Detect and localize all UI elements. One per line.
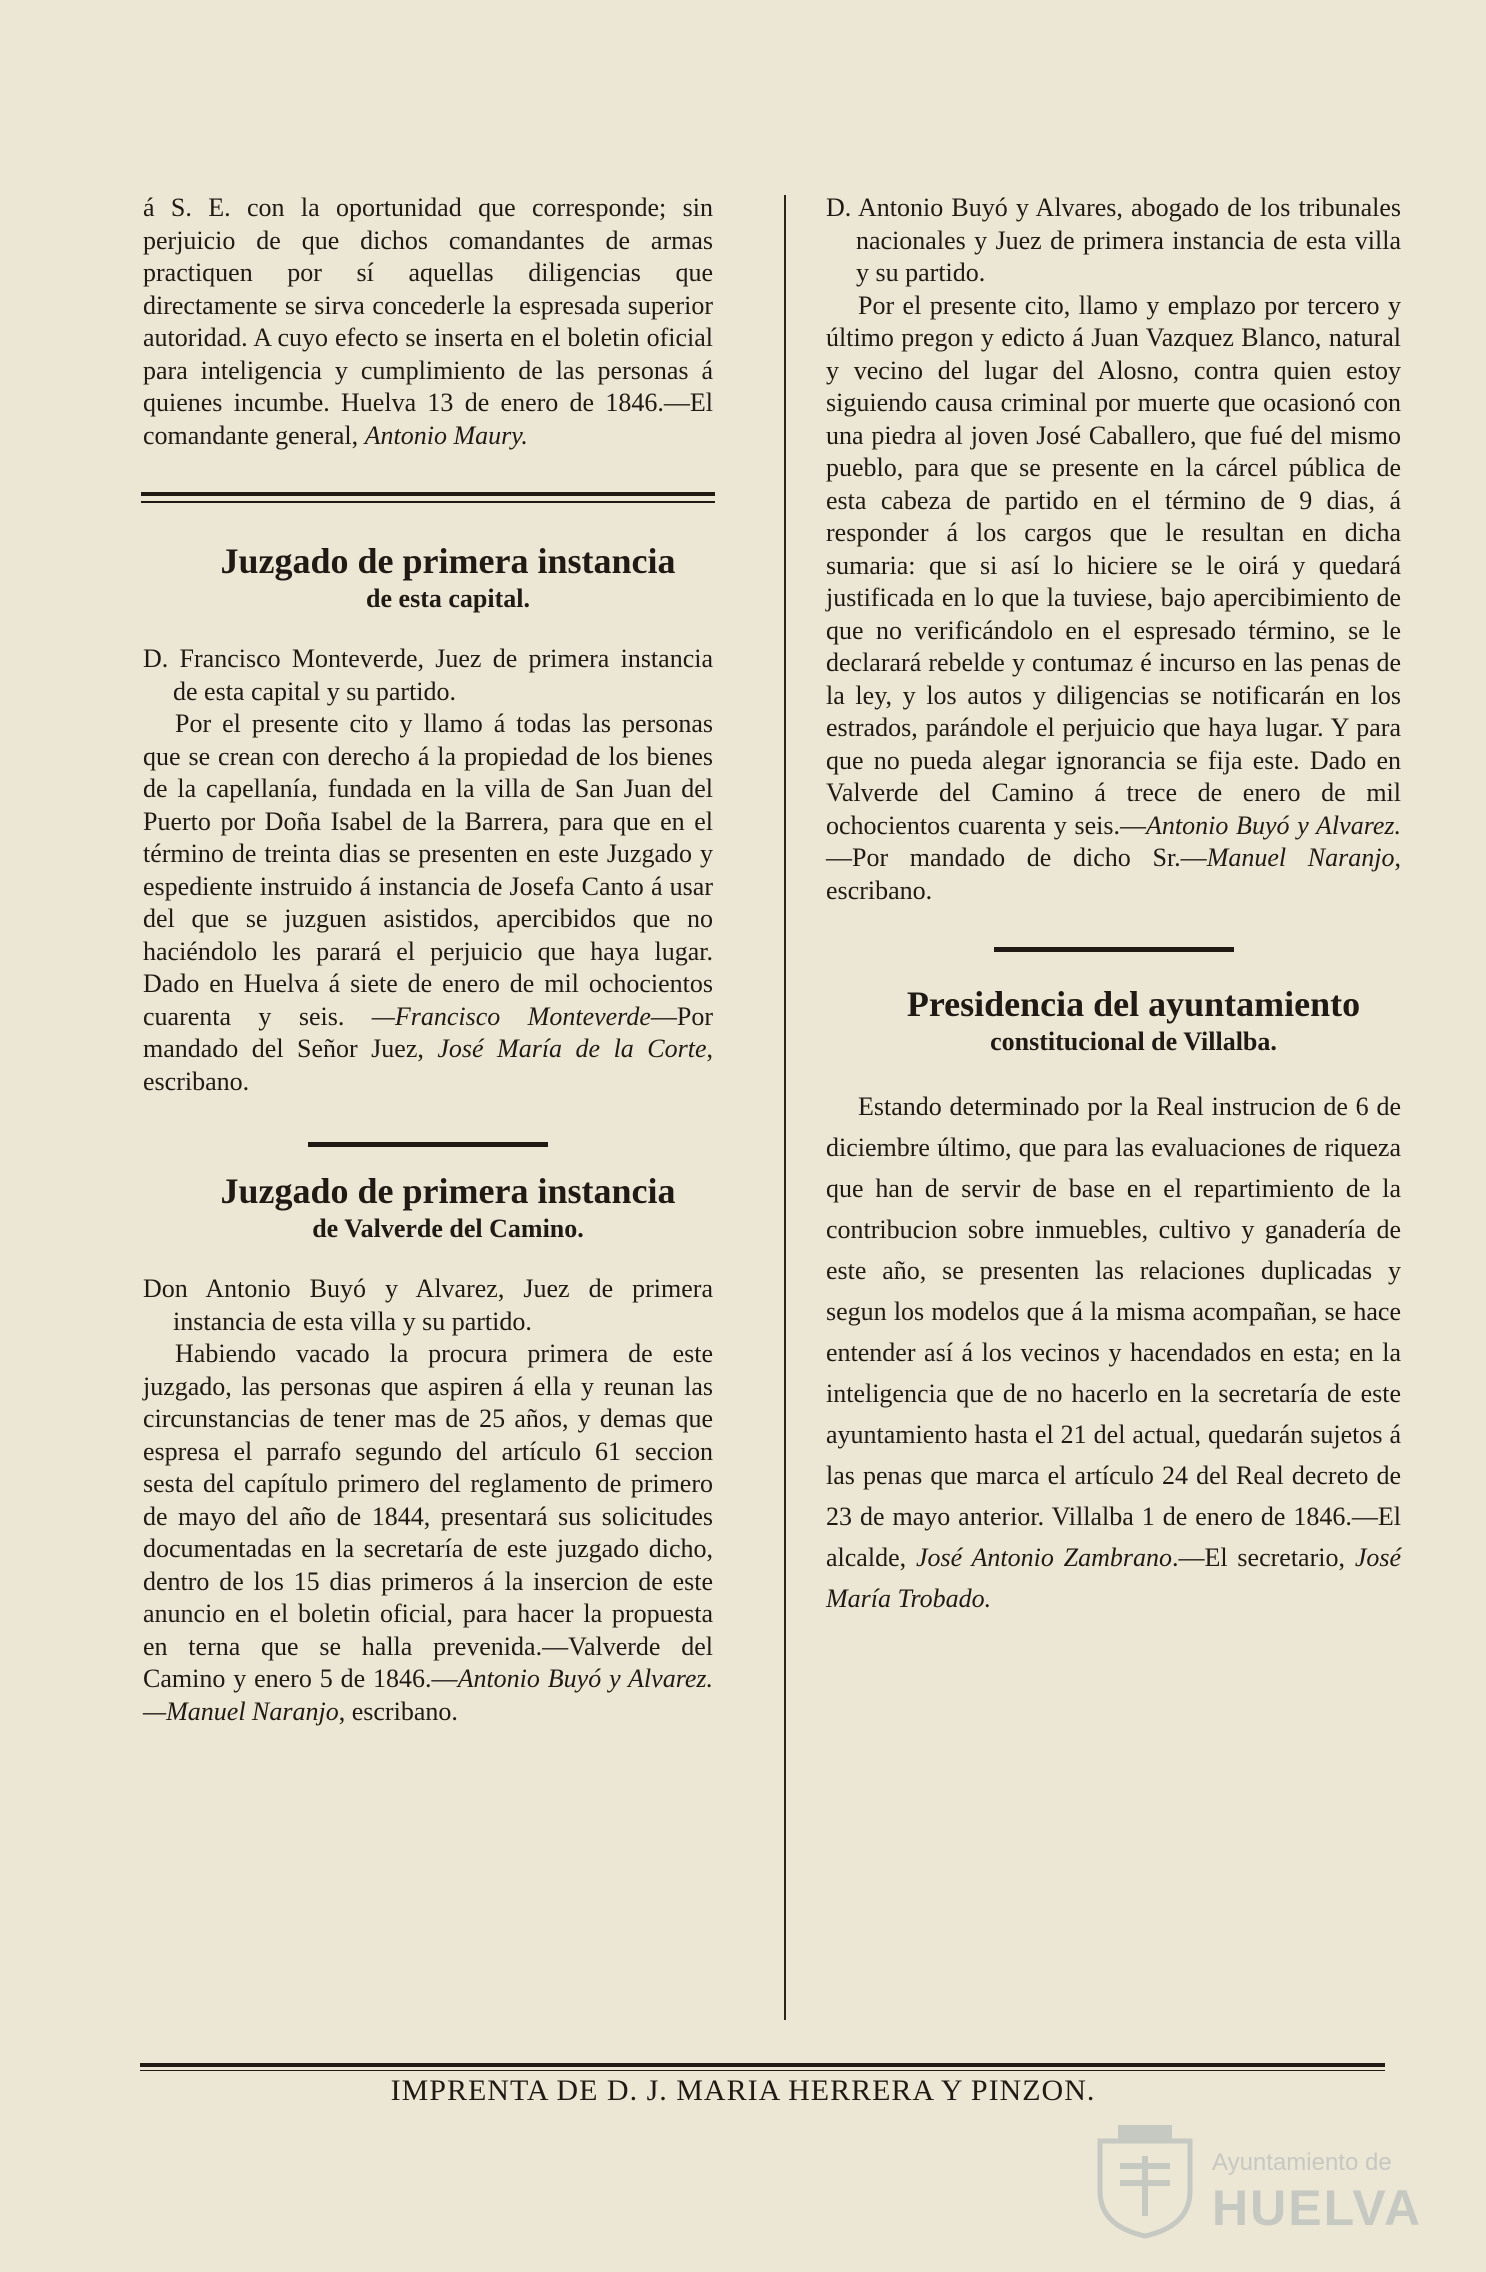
footer-rule	[140, 2063, 1385, 2071]
watermark-line1: Ayuntamiento de	[1212, 2149, 1392, 2176]
judge-signature: Antonio Buyó y Alvarez.	[1145, 810, 1402, 840]
clerk-signature: José María de la Corte	[437, 1034, 707, 1063]
top-signature: Antonio Maury.	[364, 420, 528, 450]
decree-intro: D. Francisco Monteverde, Juez de primera instancia de esta capital y su partido.	[143, 644, 713, 706]
watermark	[1082, 2115, 1423, 2245]
left-column	[143, 192, 713, 1728]
judge-signature: —Francisco Monteverde	[371, 1001, 651, 1031]
signatures: Antonio Buyó y Alvarez.—Manuel Naranjo	[143, 1664, 714, 1726]
section-separator	[141, 492, 715, 503]
section-title: Juzgado de primera instancia	[220, 541, 676, 581]
column-divider	[784, 195, 786, 2020]
decree-body: Habiendo vacado la procura primera de este juzgado, las personas que aspiren á ella y reunan las circunstancias de tener mas de 25 años, y demas que espresa el parrafo segundo del artículo 61 seccion sesta del capítulo primero del reglamento de primero de mayo del año de 1844, presentará sus solicitudes documentadas en la secretaría de este juzgado dicho, dentro de los 15 dias primeros á la insercion de este anuncio en el boletin oficial, para hacer la propuesta en terna que se halla prevenida.—Valverde del Camino y enero 5 de 1846.—Antonio Buyó y Alvarez.—Manuel Naranjo, escribano.	[143, 1339, 714, 1726]
decree-body: Por el presente cito, llamo y emplazo por tercero y último pregon y edicto á Juan Vazquez Blanco, natural y vecino del lugar del Alosno, contra quien estoy siguiendo causa criminal por muerte que ocasionó con una piedra al joven José Caballero, que fué del mismo pueblo, para que se presente en la cárcel pública de esta cabeza de partido en el término de 9 dias, á responder á los cargos que le resultan en dicha sumaria: que si así lo hiciere se le oirá y quedará justificada en lo que la tuviese, bajo apercibimiento de que no verificándolo en el espresado término, se le declarará rebelde y contumaz é incurso en las penas de la ley, y los autos y diligencias se notificarán en los estrados, parándole el perjuicio que haya lugar. Y para que no pueda alegar ignorancia se fija este. Dado en Valverde del Camino á trece de enero de mil ochocientos cuarenta y seis.—Antonio Buyó y Alvarez.—Por mandado de dicho Sr.—Manuel Naranjo, escribano.	[826, 290, 1402, 905]
section-title: Presidencia del ayuntamiento	[906, 984, 1361, 1024]
section-title: Juzgado de primera instancia	[220, 1171, 676, 1211]
clerk-signature: Manuel Naranjo	[1206, 843, 1395, 872]
watermark-line2: HUELVA	[1212, 2180, 1423, 2236]
section-subtitle: de Valverde del Camino.	[312, 1214, 584, 1243]
secretary-signature: José María Trobado.	[826, 1543, 1402, 1613]
decree-intro: Don Antonio Buyó y Alvarez, Juez de primera instancia de esta villa y su partido.	[143, 1274, 713, 1336]
printer-imprint: IMPRENTA DE D. J. MARIA HERRERA Y PINZON.	[390, 2074, 1096, 2107]
right-column	[826, 192, 1401, 1619]
top-paragraph: á S. E. con la oportunidad que corresponde; sin perjuicio de que dichos comandantes de armas practiquen por sí aquellas diligencias que directamente se sirva concederle la espresada superior autoridad. A cuyo efecto se inserta en el boletin oficial para inteligencia y cumplimiento de las personas á quienes incumbe. Huelva 13 de enero de 1846.—El comandante general, Antonio Maury.	[143, 193, 713, 450]
city-crest-icon	[1090, 2121, 1200, 2239]
decree-body: Estando determinado por la Real instrucion de 6 de diciembre último, que para las evaluaciones de riqueza que han de servir de base en el repartimiento de la contribucion sobre inmuebles, cultivo y ganadería de este año, se presenten las relaciones duplicadas y segun los modelos que á la misma acompañan, se hace entender así á los vecinos y hacendados en esta; en la inteligencia que de no hacerlo en la secretaría de este ayuntamiento hasta el 21 del actual, quedarán sujetos á las penas que marca el artículo 24 del Real decreto de 23 de mayo anterior. Villalba 1 de enero de 1846.—El alcalde, José Antonio Zambrano.—El secretario, José María Trobado.	[826, 1092, 1402, 1613]
section-subtitle: constitucional de Villalba.	[990, 1027, 1277, 1056]
decree-body: Por el presente cito y llamo á todas las personas que se crean con derecho á la propiedad de los bienes de la capellanía, fundada en la villa de San Juan del Puerto por Doña Isabel de la Barrera, para que en el término de treinta dias se presenten en este Juzgado y espediente instruido á instancia de Josefa Canto á usar del que se juzguen asistidos, apercibidos que no haciéndolo les parará el perjuicio que haya lugar. Dado en Huelva á siete de enero de mil ochocientos cuarenta y seis. —Francisco Monteverde—Por mandado del Señor Juez, José María de la Corte, escribano.	[143, 709, 714, 1096]
section-subtitle: de esta capital.	[366, 584, 530, 613]
decree-intro: D. Antonio Buyó y Alvares, abogado de los tribunales nacionales y Juez de primera instancia de esta villa y su partido.	[826, 193, 1401, 287]
mayor-signature: José Antonio Zambrano	[915, 1543, 1172, 1572]
